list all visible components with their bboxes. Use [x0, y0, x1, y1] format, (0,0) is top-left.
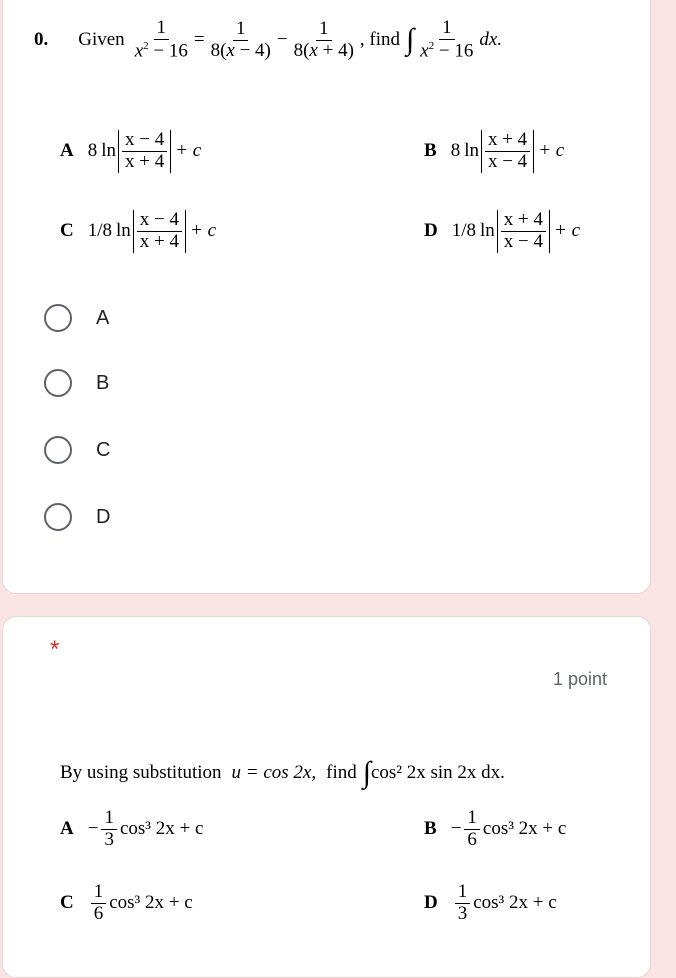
- constant: + c: [175, 140, 202, 162]
- q1-option-c: [60, 210, 216, 253]
- question-1-text: 0. Given 1 $x^2 - 16$ = 1 8(x − 4) − 1 8(x + 4) , find ∫ 1 $x^2 - 16$ dx.: [34, 17, 503, 62]
- constant: + c: [190, 220, 217, 242]
- points-label: 1 point: [552, 669, 607, 689]
- q2-option-a: [60, 808, 203, 851]
- sign: −: [87, 818, 99, 840]
- question-2-text: By using substitution u = cos 2x, find ∫ cos² 2x sin 2x dx.: [60, 756, 505, 789]
- radio-label: C: [96, 438, 111, 461]
- expression: cos³ 2x + c: [473, 892, 557, 914]
- option-coefficient: 8: [450, 140, 461, 162]
- numerator: x + 4: [485, 130, 530, 152]
- radio-label: B: [96, 371, 110, 394]
- numerator: 1: [464, 808, 480, 830]
- option-coefficient: 1/8: [87, 220, 113, 242]
- option-letter: A: [60, 818, 74, 840]
- option-letter: D: [424, 220, 438, 242]
- q2-option-b: [424, 808, 566, 851]
- q1-option-b: [424, 130, 564, 173]
- option-letter: C: [60, 892, 74, 914]
- radio-label: A: [96, 306, 110, 329]
- radio-circle-icon[interactable]: [44, 304, 72, 332]
- option-coefficient: 1/8: [451, 220, 477, 242]
- absolute-value: [497, 210, 550, 253]
- integrand: cos² 2x sin 2x dx.: [370, 762, 505, 783]
- absolute-value: [481, 130, 534, 173]
- find-label: , find: [359, 29, 401, 51]
- numerator: 1: [91, 882, 107, 904]
- radio-option-a[interactable]: [44, 304, 109, 332]
- constant: + c: [538, 140, 565, 162]
- find-label: find: [326, 762, 357, 783]
- option-letter: B: [424, 818, 437, 840]
- option-letter: D: [424, 892, 438, 914]
- option-letter: A: [60, 140, 74, 162]
- dx-label: dx.: [479, 29, 503, 51]
- numerator: x − 4: [137, 210, 182, 232]
- numerator: x + 4: [501, 210, 546, 232]
- question-text: By using substitution: [60, 762, 222, 783]
- radio-circle-icon[interactable]: [44, 369, 72, 397]
- ln-label: ln: [464, 140, 479, 162]
- absolute-value: [118, 130, 171, 173]
- option-coefficient: 8: [87, 140, 98, 162]
- expression: cos³ 2x + c: [109, 892, 193, 914]
- radio-option-d[interactable]: [44, 503, 110, 531]
- question-number: 0.: [34, 29, 49, 51]
- numerator: 1: [455, 882, 471, 904]
- radio-circle-icon[interactable]: [44, 503, 72, 531]
- q1-option-a: [60, 130, 201, 173]
- substitution: u = cos 2x,: [231, 762, 317, 783]
- option-letter: B: [424, 140, 437, 162]
- numerator: 1: [101, 808, 117, 830]
- denominator: 6: [93, 902, 104, 924]
- q2-option-d: [424, 882, 557, 925]
- constant: + c: [554, 220, 581, 242]
- denominator: x + 4: [139, 230, 180, 252]
- option-letter: C: [60, 220, 74, 242]
- q1-option-d: [424, 210, 580, 253]
- denominator: 3: [457, 902, 468, 924]
- denominator: x − 4: [503, 230, 544, 252]
- denominator: 3: [104, 828, 114, 850]
- radio-option-c[interactable]: [44, 436, 110, 464]
- q2-option-c: [60, 882, 193, 925]
- numerator: x − 4: [122, 130, 167, 152]
- sign: −: [450, 818, 462, 840]
- denominator: x − 4: [487, 150, 528, 172]
- ln-label: ln: [101, 140, 117, 162]
- expression: cos³ 2x + c: [119, 818, 204, 840]
- denominator: x + 4: [125, 150, 165, 172]
- radio-label: D: [96, 505, 111, 528]
- ln-label: ln: [116, 220, 131, 242]
- denominator: 6: [467, 828, 477, 850]
- given-label: Given: [78, 29, 125, 51]
- expression: cos³ 2x + c: [482, 818, 567, 840]
- radio-circle-icon[interactable]: [44, 436, 72, 464]
- ln-label: ln: [480, 220, 495, 242]
- required-asterisk: *: [50, 636, 60, 663]
- absolute-value: [133, 210, 186, 253]
- radio-option-b[interactable]: [44, 369, 109, 397]
